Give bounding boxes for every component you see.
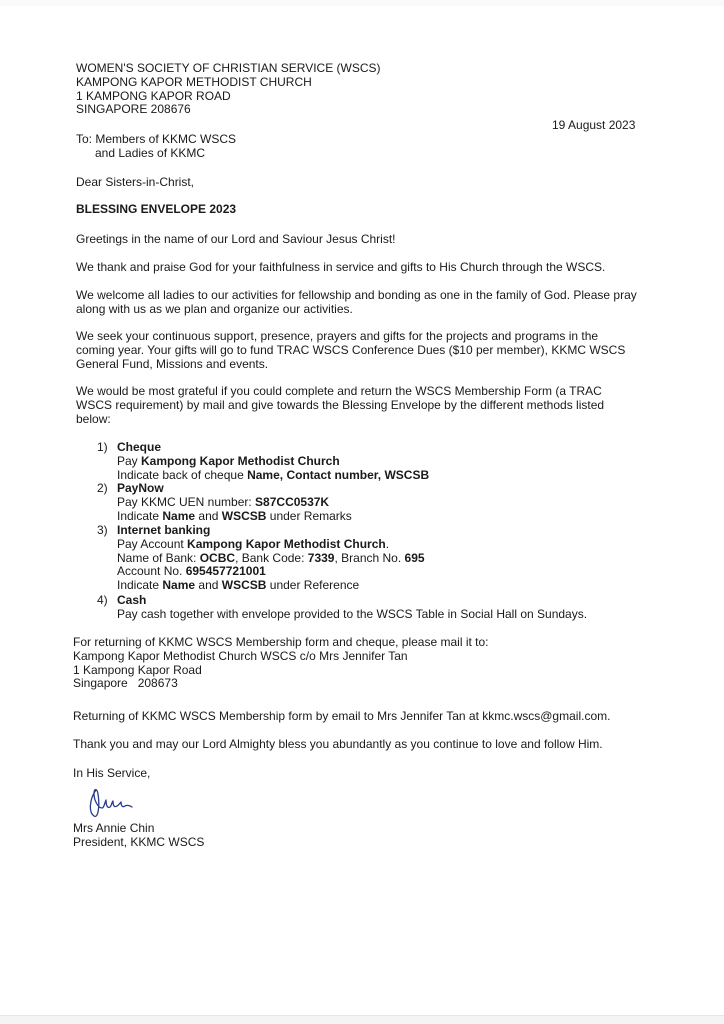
text-span: Indicate — [117, 508, 163, 523]
text-span: and — [195, 578, 222, 593]
paragraph-line: We would be most grateful if you could complete and return the WSCS Membership Form (a TRAC — [76, 384, 602, 398]
letter-date: 19 August 2023 — [552, 118, 636, 132]
paragraph-line: WSCS requirement) by mail and give towards the Blessing Envelope by the different methods listed — [76, 397, 605, 412]
signatory-name: Mrs Annie Chin — [73, 821, 155, 835]
text-span: Account No. — [117, 564, 186, 579]
mailing-line: For returning of KKMC WSCS Membership form and cheque, please mail it to: — [73, 635, 489, 649]
text-bold: WSCSB — [221, 578, 267, 593]
text-span: , Bank Code: — [235, 550, 308, 565]
list-body — [117, 594, 587, 622]
greeting-paragraph: Greetings in the name of our Lord and Saviour Jesus Christ! — [76, 232, 396, 246]
text-span: Pay Account — [117, 536, 188, 551]
method-line: Pay cash together with envelope provided to the WSCS Table in Social Hall on Sundays. — [117, 606, 588, 621]
support-paragraph — [76, 330, 625, 371]
text-bold: Name — [162, 578, 196, 593]
uen-number: S87CC0537K — [255, 494, 330, 509]
paragraph-line: We seek your continuous support, presence, prayers and gifts for the projects and programs in the — [76, 329, 599, 343]
mailing-instructions — [73, 636, 489, 691]
text-span: Pay KKMC UEN number: — [117, 494, 256, 509]
cheque-back-details: Name, Contact number, WSCSB — [247, 467, 430, 482]
paragraph-line: along with us as we plan and organize our activities. — [76, 301, 353, 316]
list-number: 4) — [97, 593, 108, 607]
text-span: under Reference — [266, 578, 360, 593]
account-name: Kampong Kapor Methodist Church — [187, 536, 386, 551]
handwritten-signature — [86, 786, 136, 826]
salutation: Dear Sisters-in-Christ, — [76, 175, 195, 189]
signatory-title: President, KKMC WSCS — [73, 834, 205, 849]
paragraph-line: coming year. Your gifts will go to fund TRAC WSCS Conference Dues ($10 per member), KKMC WSCS — [76, 342, 626, 357]
email-note: Returning of KKMC WSCS Membership form by email to Mrs Jennifer Tan at kkmc.wscs@gmail.com. — [73, 709, 611, 723]
branch-number: 695 — [404, 550, 425, 565]
text-span: Name of Bank: — [117, 550, 200, 565]
text-span: , Branch No. — [334, 550, 405, 565]
list-number: 1) — [97, 440, 108, 454]
method-line — [117, 455, 429, 469]
list-body — [117, 482, 352, 523]
subject-heading: BLESSING ENVELOPE 2023 — [76, 202, 237, 216]
method-line — [117, 496, 352, 510]
account-number: 695457721001 — [185, 564, 266, 579]
text-span: Indicate — [117, 578, 163, 593]
church-name: KAMPONG KAPOR METHODIST CHURCH — [76, 74, 312, 89]
thanks-paragraph: We thank and praise God for your faithfulness in service and gifts to His Church through the WSCS. — [76, 260, 606, 274]
request-paragraph — [76, 385, 604, 426]
mailing-address-line: 1 Kampong Kapor Road — [73, 662, 202, 677]
paragraph-line: We welcome all ladies to our activities for fellowship and bonding as one in the family of God. Please pray — [76, 288, 637, 302]
paragraph-line: below: — [76, 411, 111, 426]
list-body — [117, 441, 429, 482]
list-body — [117, 524, 425, 593]
method-line — [117, 510, 352, 524]
welcome-paragraph — [76, 289, 637, 317]
paragraph-line: General Fund, Missions and events. — [76, 356, 269, 371]
sign-off: In His Service, — [73, 766, 151, 780]
org-name: WOMEN'S SOCIETY OF CHRISTIAN SERVICE (WSCS) — [76, 61, 381, 75]
method-line — [117, 552, 425, 566]
method-line — [117, 538, 425, 552]
text-span: . — [385, 536, 390, 551]
text-bold: WSCSB — [221, 508, 267, 523]
payee-name: Kampong Kapor Methodist Church — [141, 453, 340, 468]
mailing-address-line: Kampong Kapor Methodist Church WSCS c/o Mrs Jennifer Tan — [73, 648, 408, 663]
closing-thanks: Thank you and may our Lord Almighty bless you abundantly as you continue to love and follow Him. — [73, 737, 603, 751]
text-span: under Remarks — [266, 508, 352, 523]
address-postal: SINGAPORE 208676 — [76, 102, 191, 117]
list-number: 3) — [97, 523, 108, 537]
address-street: 1 KAMPONG KAPOR ROAD — [76, 88, 231, 103]
signatory-block — [73, 822, 204, 850]
mailing-address-line: Singapore 208673 — [73, 676, 178, 691]
list-number: 2) — [97, 481, 108, 495]
text-span: Indicate back of cheque — [117, 467, 248, 482]
recipient-line: and Ladies of KKMC — [95, 145, 206, 160]
recipient-block — [76, 133, 236, 161]
bank-name: OCBC — [199, 550, 236, 565]
bank-code: 7339 — [307, 550, 335, 565]
text-span: and — [195, 508, 222, 523]
scan-edge-bottom — [0, 1015, 724, 1024]
letterhead — [76, 62, 381, 117]
method-title: Internet banking — [117, 523, 211, 537]
method-title: Cheque — [117, 440, 162, 454]
scan-edge-top — [0, 0, 724, 6]
method-title: PayNow — [117, 481, 164, 495]
text-bold: Name — [162, 508, 196, 523]
method-line — [117, 565, 425, 579]
text-span: Pay — [117, 453, 142, 468]
recipient-line: To: Members of KKMC WSCS — [76, 132, 237, 146]
method-line — [117, 579, 425, 593]
method-title: Cash — [117, 593, 147, 607]
